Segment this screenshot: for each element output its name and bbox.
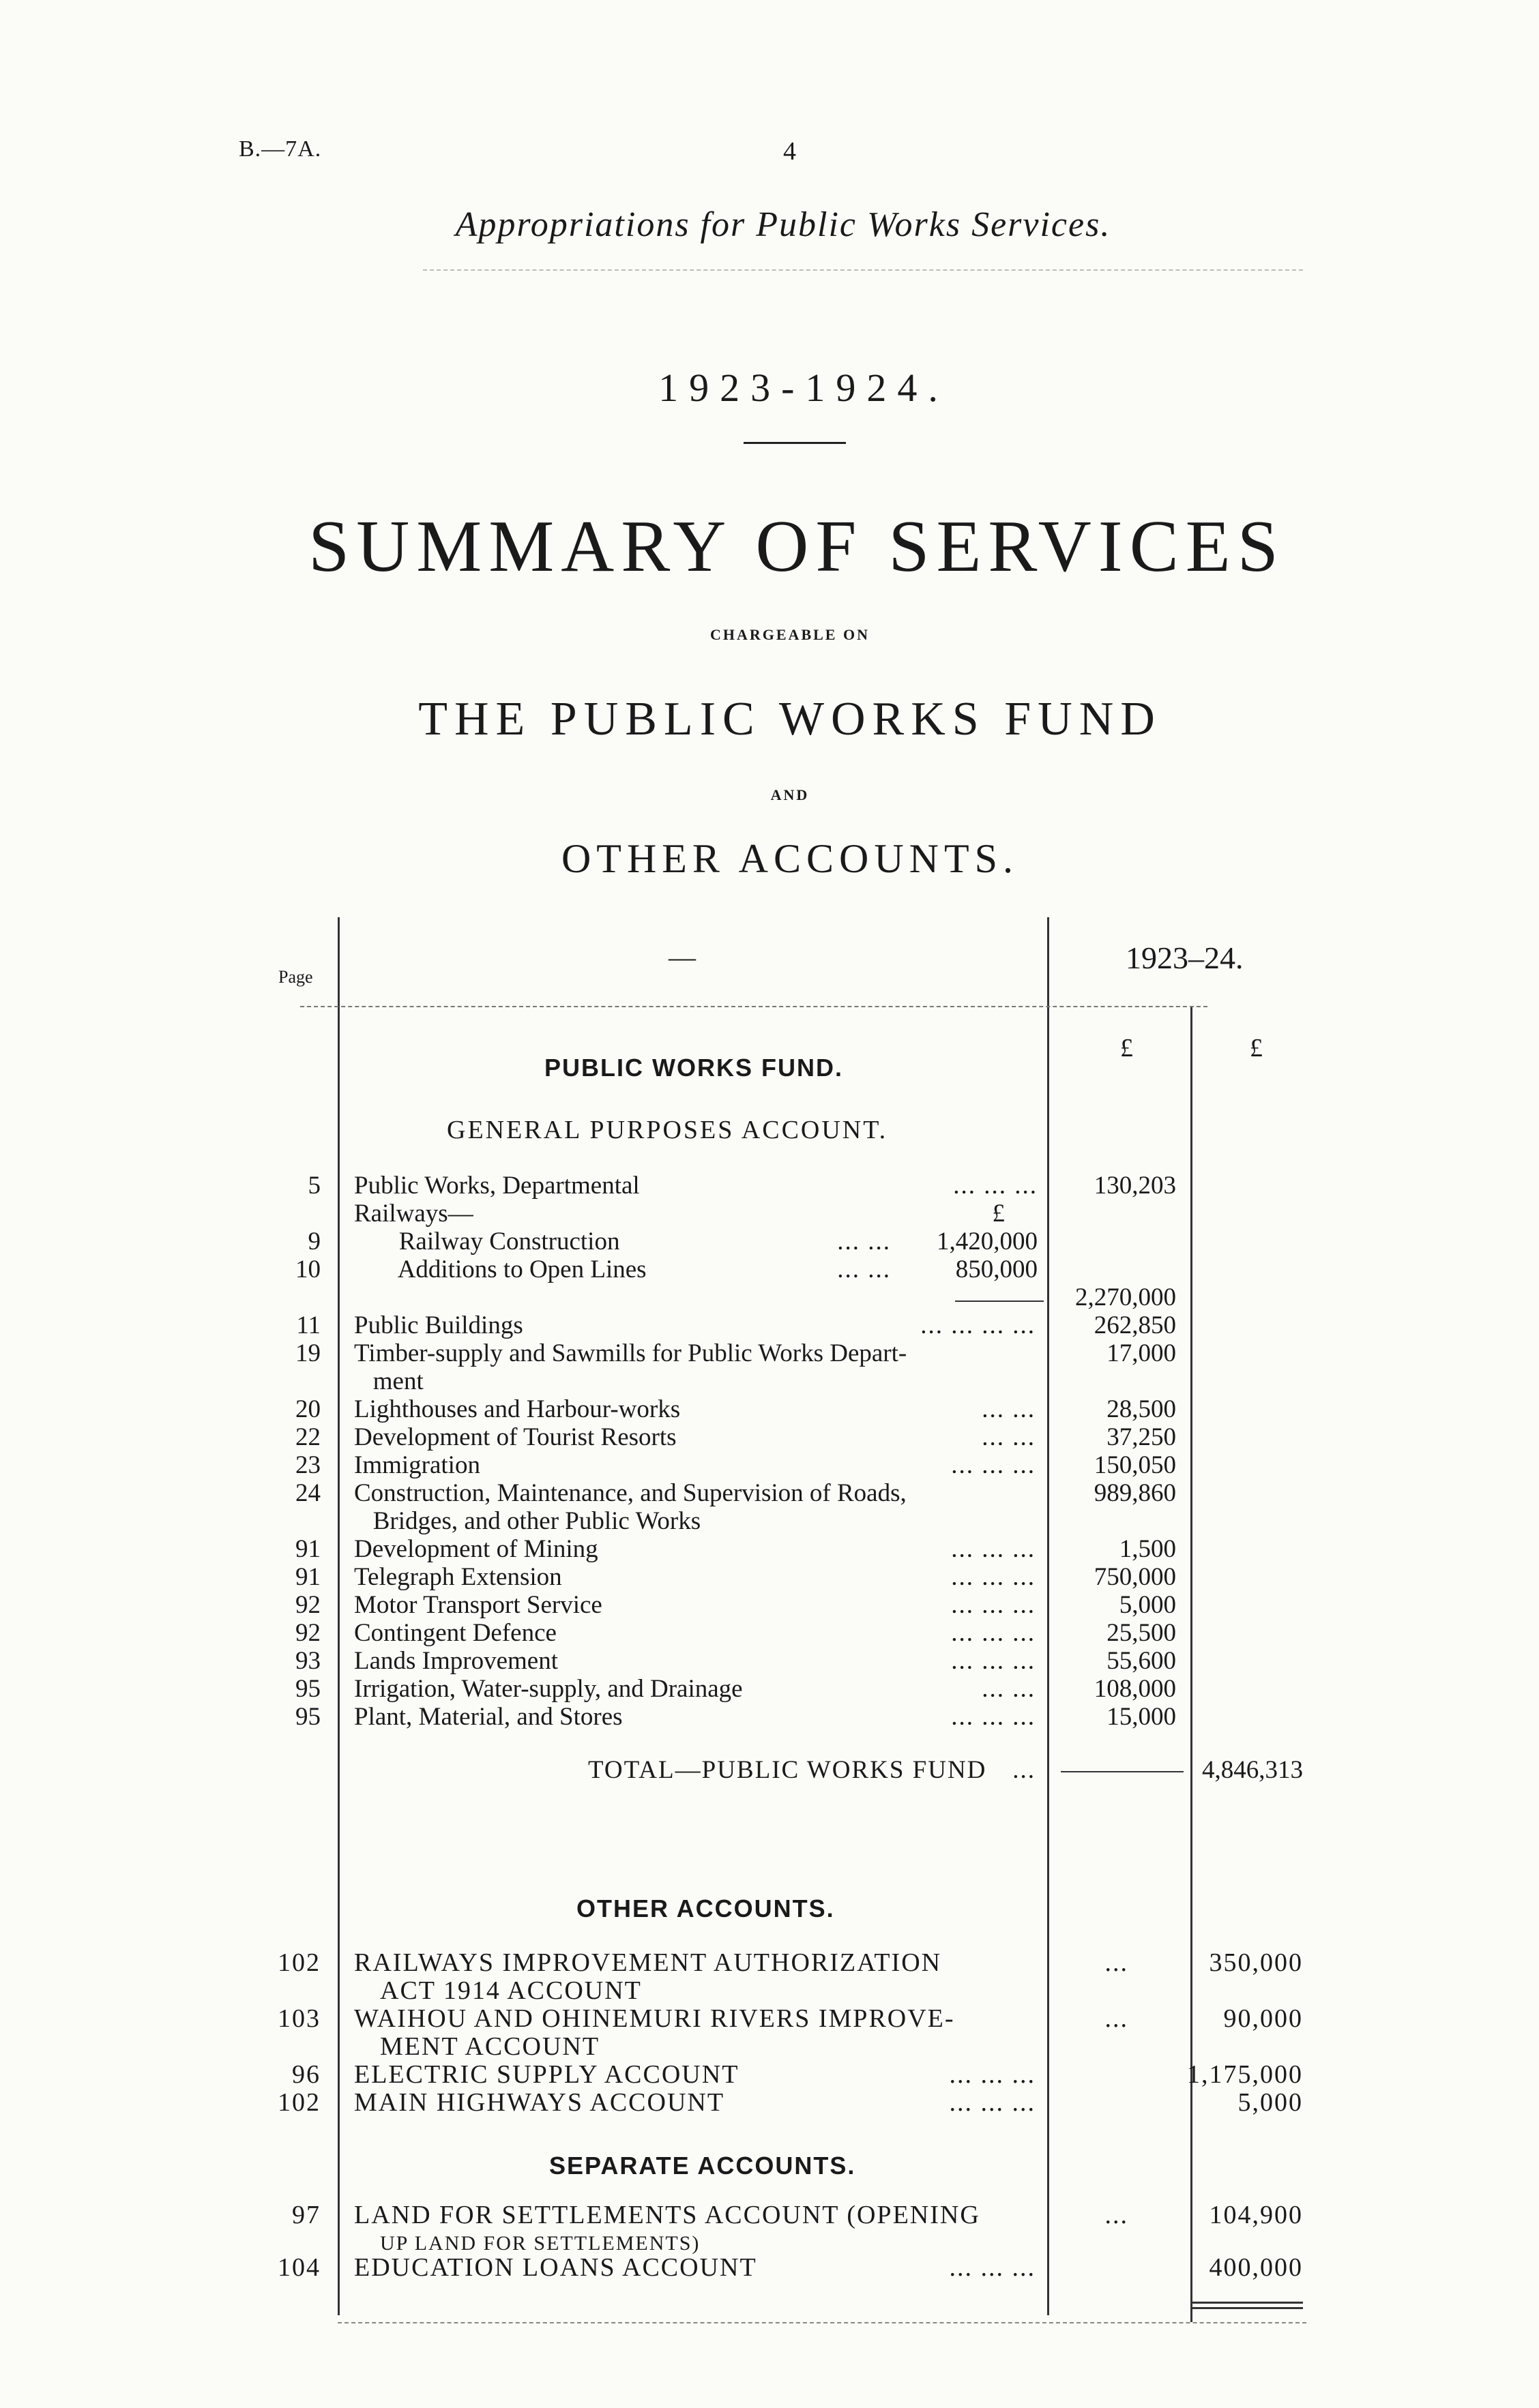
- row-leader-dots: ... ...: [982, 1395, 1036, 1423]
- grand-total-double-rule-bottom: [1190, 2307, 1303, 2309]
- table-row: [0, 1451, 1539, 1479]
- table-row: [0, 2005, 1539, 2033]
- row-leader-dots: ...: [1012, 1756, 1036, 1784]
- row-description: Railways—: [354, 1200, 473, 1228]
- row-page: 102: [278, 2088, 321, 2117]
- row-page: 93: [295, 1647, 321, 1675]
- row-description: WAIHOU AND OHINEMURI RIVERS IMPROVE-: [354, 2004, 955, 2033]
- description-column-header: —: [669, 942, 696, 972]
- row-amount: 37,250: [1106, 1423, 1176, 1451]
- row-description: Development of Tourist Resorts: [354, 1423, 677, 1451]
- general-purposes-heading: GENERAL PURPOSES ACCOUNT.: [447, 1116, 888, 1144]
- table-row: [0, 2254, 1539, 2282]
- year-column-header: 1923–24.: [1126, 940, 1244, 975]
- row-total: 104,900: [1209, 2201, 1303, 2229]
- row-leader-dots: ... ... ...: [949, 2088, 1036, 2117]
- row-leader-dots: ... ...: [837, 1228, 891, 1255]
- table-row: [0, 1479, 1539, 1507]
- row-amount: 989,860: [1094, 1479, 1176, 1507]
- separate-accounts-heading: SEPARATE ACCOUNTS.: [549, 2152, 856, 2180]
- row-amount: 2,270,000: [1075, 1283, 1176, 1311]
- fiscal-year: 1923-1924.: [658, 366, 949, 410]
- row-sub-amount: 1,420,000: [937, 1228, 1038, 1255]
- row-leader-dots: ... ... ...: [951, 1591, 1036, 1619]
- table-row: [0, 1619, 1539, 1647]
- row-leader-dots: ... ... ...: [951, 1703, 1036, 1731]
- page-number: 4: [783, 137, 796, 166]
- table-row: [0, 2061, 1539, 2089]
- summary-title: SUMMARY OF SERVICES: [308, 506, 1285, 587]
- row-page: 102: [278, 1948, 321, 1977]
- row-description: Lands Improvement: [354, 1647, 558, 1675]
- table-row: [0, 1283, 1539, 1311]
- row-leader-dots: ... ... ...: [953, 1172, 1038, 1200]
- table-row: [0, 1647, 1539, 1675]
- table-row: [0, 1395, 1539, 1423]
- row-description: Plant, Material, and Stores: [354, 1703, 623, 1731]
- row-description: Irrigation, Water-supply, and Drainage: [354, 1675, 743, 1703]
- table-row: [0, 1423, 1539, 1451]
- row-leader-dots: ... ...: [982, 1675, 1036, 1703]
- row-description: Timber-supply and Sawmills for Public Works Depart-: [354, 1339, 907, 1367]
- row-amount: 15,000: [1106, 1703, 1176, 1731]
- table-row: [0, 1172, 1539, 1200]
- row-description: Lighthouses and Harbour-works: [354, 1395, 681, 1423]
- row-sub-currency: £: [992, 1200, 1005, 1228]
- table-row: [0, 2201, 1539, 2229]
- table-row: [0, 1977, 1539, 2005]
- header-divider: [423, 269, 1303, 271]
- row-amount: 262,850: [1094, 1311, 1176, 1339]
- row-amount: 108,000: [1094, 1675, 1176, 1703]
- row-total: 90,000: [1223, 2004, 1303, 2033]
- row-description: Railway Construction: [380, 1228, 620, 1255]
- row-page: 10: [295, 1255, 321, 1283]
- table-row: [0, 1591, 1539, 1619]
- row-leader-dots: ... ... ...: [951, 1535, 1036, 1563]
- row-leader-dots: ... ... ...: [951, 1619, 1036, 1647]
- row-leader-dots: ...: [1104, 1948, 1128, 1977]
- row-page: 20: [295, 1395, 321, 1423]
- public-works-fund-total-row: [0, 1756, 1539, 1784]
- table-row: [0, 1367, 1539, 1395]
- row-description: Telegraph Extension: [354, 1563, 562, 1591]
- row-description: ELECTRIC SUPPLY ACCOUNT: [354, 2060, 739, 2089]
- row-leader-dots: ... ... ...: [949, 2060, 1036, 2089]
- chargeable-on-label: CHARGEABLE ON: [710, 626, 870, 643]
- row-description: RAILWAYS IMPROVEMENT AUTHORIZATION: [354, 1948, 942, 1977]
- total-amount: 4,846,313: [1202, 1756, 1303, 1784]
- row-leader-dots: ... ... ...: [951, 1647, 1036, 1675]
- row-amount: 5,000: [1119, 1591, 1176, 1619]
- row-total: 5,000: [1237, 2088, 1303, 2117]
- row-page: 92: [295, 1619, 321, 1647]
- row-description: Public Buildings: [354, 1311, 523, 1339]
- row-description: Development of Mining: [354, 1535, 598, 1563]
- table-row: [0, 1311, 1539, 1339]
- public-works-fund-heading: PUBLIC WORKS FUND.: [544, 1054, 843, 1082]
- row-page: 23: [295, 1451, 321, 1479]
- table-row: [0, 1507, 1539, 1535]
- year-rule: [744, 442, 846, 444]
- table-row: [0, 2089, 1539, 2117]
- page-column-header: Page: [278, 967, 313, 987]
- row-description: ment: [354, 1367, 424, 1395]
- row-description: MAIN HIGHWAYS ACCOUNT: [354, 2088, 725, 2117]
- row-description: EDUCATION LOANS ACCOUNT: [354, 2253, 757, 2282]
- row-page: 104: [278, 2253, 321, 2282]
- row-leader-dots: ... ... ...: [951, 1563, 1036, 1591]
- row-page: 5: [308, 1172, 321, 1200]
- row-description-continued: UP LAND FOR SETTLEMENTS): [380, 2232, 701, 2255]
- row-description: Construction, Maintenance, and Supervision of Roads,: [354, 1479, 907, 1507]
- row-page: 11: [296, 1311, 321, 1339]
- row-page: 96: [292, 2060, 321, 2089]
- row-page: 91: [295, 1563, 321, 1591]
- row-amount: 55,600: [1106, 1647, 1176, 1675]
- row-description: LAND FOR SETTLEMENTS ACCOUNT (OPENING: [354, 2201, 980, 2229]
- row-page: 9: [308, 1228, 321, 1255]
- table-row: [0, 1675, 1539, 1703]
- other-accounts-heading: OTHER ACCOUNTS.: [576, 1894, 835, 1922]
- table-row: [0, 1703, 1539, 1731]
- row-sub-amount: 850,000: [955, 1255, 1038, 1283]
- row-page: 22: [295, 1423, 321, 1451]
- row-page: 92: [295, 1591, 321, 1619]
- row-page: 97: [292, 2201, 321, 2229]
- row-description: Immigration: [354, 1451, 480, 1479]
- table-row: [0, 1535, 1539, 1563]
- table-row: [0, 2229, 1539, 2257]
- row-amount: 17,000: [1106, 1339, 1176, 1367]
- row-page: 95: [295, 1675, 321, 1703]
- and-label: AND: [770, 786, 810, 803]
- row-leader-dots: ... ... ...: [951, 1451, 1036, 1479]
- table-row: [0, 1228, 1539, 1255]
- row-page: 24: [295, 1479, 321, 1507]
- row-page: 19: [295, 1339, 321, 1367]
- row-description: Contingent Defence: [354, 1619, 557, 1647]
- total-dash-rule: [1061, 1771, 1184, 1772]
- row-amount: 25,500: [1106, 1619, 1176, 1647]
- header-row-rule: [300, 1006, 1207, 1007]
- row-total: 400,000: [1209, 2253, 1303, 2282]
- grand-total-double-rule-top: [1190, 2302, 1303, 2304]
- row-page: 95: [295, 1703, 321, 1731]
- row-leader-dots: ... ... ...: [949, 2253, 1036, 2282]
- row-leader-dots: ...: [1104, 2004, 1128, 2033]
- row-page: 91: [295, 1535, 321, 1563]
- row-amount: 130,203: [1094, 1172, 1176, 1200]
- row-leader-dots: ... ...: [837, 1255, 891, 1283]
- table-row: [0, 1949, 1539, 1977]
- document-reference: B.—7A.: [239, 136, 322, 162]
- row-amount: 150,050: [1094, 1451, 1176, 1479]
- table-row: [0, 1339, 1539, 1367]
- row-total: 1,175,000: [1187, 2060, 1303, 2089]
- row-description: Bridges, and other Public Works: [354, 1507, 701, 1535]
- row-description: Public Works, Departmental: [354, 1172, 640, 1200]
- row-leader-dots: ... ... ... ...: [920, 1311, 1036, 1339]
- table-bottom-rule: [338, 2322, 1306, 2323]
- table-row: [0, 1200, 1539, 1228]
- row-leader-dots: ... ...: [982, 1423, 1036, 1451]
- row-page: 103: [278, 2004, 321, 2033]
- public-works-fund-title: THE PUBLIC WORKS FUND: [418, 693, 1162, 745]
- row-leader-dots: ...: [1104, 2201, 1128, 2229]
- row-amount: 750,000: [1094, 1563, 1176, 1591]
- row-description: Additions to Open Lines: [380, 1255, 647, 1283]
- currency-symbol-total: £: [1250, 1034, 1263, 1062]
- row-amount: 28,500: [1106, 1395, 1176, 1423]
- row-description: Motor Transport Service: [354, 1591, 602, 1619]
- table-row: [0, 1563, 1539, 1591]
- row-description-continued: MENT ACCOUNT: [380, 2032, 600, 2061]
- other-accounts-title: OTHER ACCOUNTS.: [561, 836, 1019, 881]
- total-label: TOTAL—PUBLIC WORKS FUND: [588, 1756, 987, 1784]
- table-row: [0, 1255, 1539, 1283]
- currency-symbol-amount: £: [1120, 1034, 1133, 1062]
- row-description-continued: ACT 1914 ACCOUNT: [380, 1976, 642, 2005]
- table-row: [0, 2033, 1539, 2061]
- row-amount: 1,500: [1119, 1535, 1176, 1563]
- row-total: 350,000: [1209, 1948, 1303, 1977]
- page-title: Appropriations for Public Works Services.: [455, 205, 1111, 244]
